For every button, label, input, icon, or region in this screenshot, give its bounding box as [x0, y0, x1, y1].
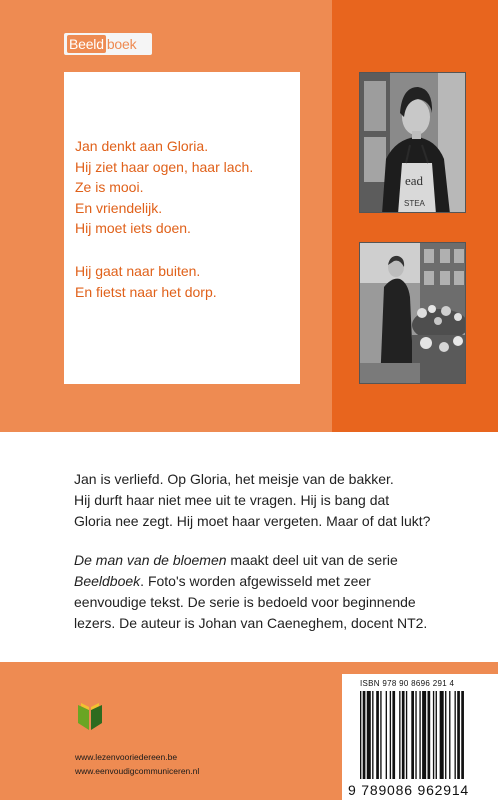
website-link-lezenvooriedereen[interactable]: www.lezenvooriedereen.be [75, 752, 178, 762]
barcode-bar [457, 691, 460, 779]
blurb-line: Jan is verliefd. Op Gloria, het meisje van de bakker. [74, 471, 394, 487]
photo-woman-bakery [359, 72, 466, 213]
poem-line: En vriendelijk. [75, 199, 163, 216]
blurb-text: maakt deel uit van de serie [226, 552, 398, 568]
barcode-graphic [360, 691, 490, 781]
blurb-line: Gloria nee zegt. Hij moet haar vergeten. Maar of dat lukt? [74, 513, 431, 529]
poem-line: Hij ziet haar ogen, haar lach. [75, 158, 254, 175]
poem-line: Jan denkt aan Gloria. [75, 138, 209, 154]
logo-part-2: boek [106, 36, 137, 52]
barcode-bar [461, 691, 464, 779]
logo-part-1: Beeld [69, 36, 104, 52]
barcode-digits: 9 789086 962914 [348, 782, 469, 798]
poem-line: Hij gaat naar buiten. [75, 263, 201, 279]
blurb-paragraph-2 [74, 550, 427, 634]
barcode-bar [445, 691, 446, 779]
photo-man-flowers [359, 242, 466, 384]
poem-stanza-1 [75, 136, 253, 239]
barcode-bar [399, 691, 400, 779]
barcode-bar [455, 691, 456, 779]
barcode-bar [363, 691, 366, 779]
barcode-bar [419, 691, 420, 779]
barcode-bar [392, 691, 395, 779]
barcode-bar [433, 691, 434, 779]
beeldboek-logo [64, 33, 152, 55]
barcode-bar [376, 691, 379, 779]
barcode-bar [406, 691, 407, 779]
barcode-bar [428, 691, 431, 779]
barcode-bar [390, 691, 391, 779]
barcode-bar [402, 691, 405, 779]
blurb-line: Hij durft haar niet mee uit te vragen. Hij is bang dat [74, 492, 390, 508]
poem-stanza-2 [75, 261, 217, 302]
series-name: Beeldboek [74, 573, 141, 589]
poem-line: En fietst naar het dorp. [75, 283, 217, 300]
book-title: De man van de bloemen [74, 552, 227, 568]
barcode-bar [386, 691, 387, 779]
isbn-label: ISBN 978 90 8696 291 4 [360, 679, 455, 688]
barcode-bar [415, 691, 416, 779]
barcode-bar [422, 691, 426, 779]
svg-text:STEA: STEA [404, 199, 425, 208]
barcode-bar [411, 691, 414, 779]
blurb-text: . Foto's worden afgewisseld met zeer [140, 573, 371, 589]
poem-line: Hij moet iets doen. [75, 220, 191, 236]
barcode-bar [372, 691, 373, 779]
website-link-eenvoudigcommuniceren[interactable]: www.eenvoudigcommuniceren.nl [75, 766, 200, 776]
blurb-line: lezers. De auteur is Johan van Caeneghem, docent NT2. [74, 615, 428, 631]
barcode-bar [367, 691, 371, 779]
blurb-line [74, 571, 427, 592]
publisher-logo-icon [77, 701, 103, 731]
barcode-bar [440, 691, 444, 779]
blurb-paragraph-1 [74, 469, 430, 532]
barcode-bar [436, 691, 437, 779]
svg-text:ead: ead [405, 173, 424, 188]
poem-line: Ze is mooi. [75, 179, 144, 195]
barcode-bar [380, 691, 381, 779]
barcode-bar [360, 691, 361, 779]
barcode-bar [449, 691, 450, 779]
blurb-line [74, 550, 427, 571]
blurb-line: eenvoudige tekst. De serie is bedoeld voor beginnende [74, 594, 416, 610]
